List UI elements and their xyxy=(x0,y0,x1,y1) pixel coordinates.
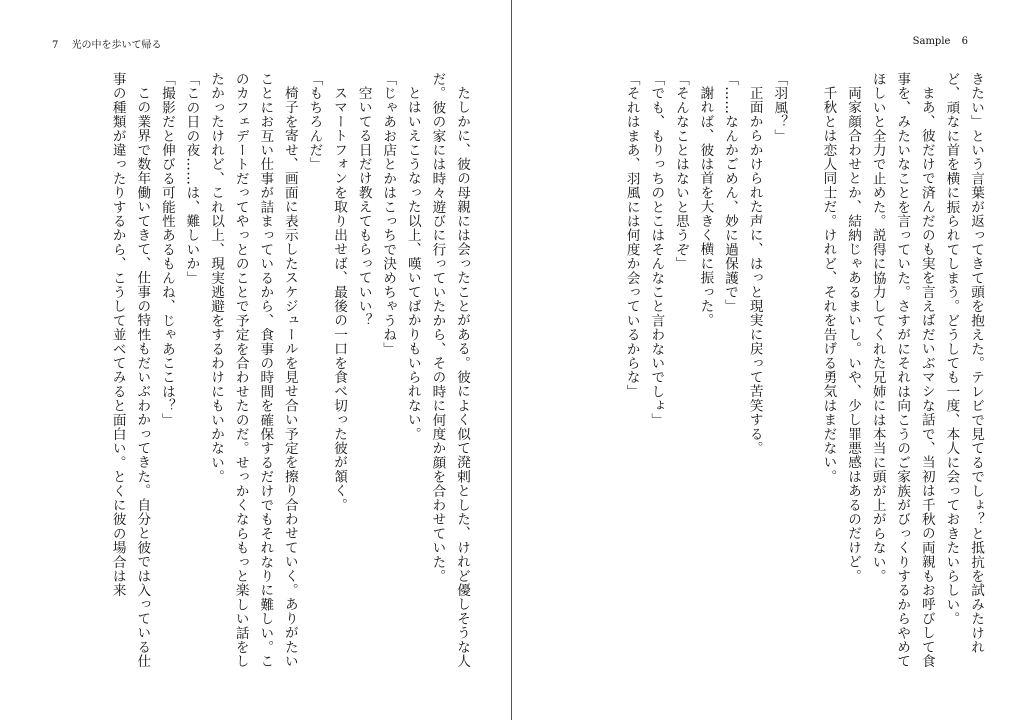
paragraph: とはいえこうなった以上、嘆いてばかりもいられない。 xyxy=(404,85,421,441)
dialogue-line: 「撮影だと伸びる可能性あるもんね、じゃあここは？」 xyxy=(158,72,175,427)
paragraph: 千秋とは恋人同士だ。けれど、それを告げる勇気はまだない。 xyxy=(820,85,837,484)
right-page xyxy=(512,0,1024,720)
right-page-body xyxy=(608,72,988,672)
left-page-number: 7 xyxy=(52,40,59,51)
paragraph: まあ、彼だけで済んだのも実を言えばだいぶマシな話で、当初は千秋の両親もお呼びして食事を、みたいなことを言っていた。さすがにそれは向こうのご家族がびっくりするからやめてほしいと全力で止めた。説得に協力してくれた兄姉には本当に頭が上がらない。 xyxy=(869,72,935,669)
paragraph: この業界で数年働いてきて、仕事の特性もだいぶわかってきた。自分と彼では入っている仕事の種類が違ったりするから、こうして並べてみると面白い。とくに彼の場合は来 xyxy=(109,72,151,668)
dialogue-line: 「でも、もりっちのとこはそんなこと言わないでしょ」 xyxy=(648,72,665,427)
left-page-header xyxy=(52,36,162,51)
paragraph: 椅子を寄せ、画面に表示したスケジュールを見せ合い予定を擦り合わせていく。ありがたいことにお互い仕事が詰まっているから、食事の時間を確保するだけでもそれなりに難しい。このカフェデートだってやっとのことで予定を合わせたのだ。せっかくならもっと楽しい話をしたかったけれど、これ以上、現実逃避をするわけにもいかない。 xyxy=(208,72,298,669)
scene-break xyxy=(791,72,816,672)
left-page-body xyxy=(24,72,474,672)
dialogue-line: 「もちろんだ」 xyxy=(306,72,323,172)
paragraph: たしかに、彼の母親には会ったことがある。彼によく似て溌剌とした、けれど優しそうな人だ。彼の家には時々遊びに行っていたから、その時に何度か顔を合わせていた。 xyxy=(429,72,470,668)
dialogue-line: 「じゃあお店とかはこっちで決めちゃうね」 xyxy=(380,72,397,356)
right-running-title: Sample xyxy=(912,36,951,47)
left-running-title: 光の中を歩いて帰る xyxy=(71,40,162,51)
paragraph: きたい」という言葉が返ってきて頭を抱えた。テレビで見てるでしょ？と抵抗を試みたけれど、頑なに首を横に振られてしまう。どうしても一度、本人に会っておきたいらしい。 xyxy=(943,72,984,655)
dialogue-line: 「この日の夜……は、難しいか」 xyxy=(183,72,200,285)
paragraph: 空いてる日だけ教えてもらっていい？ xyxy=(355,85,372,327)
dialogue-line: 「そんなことはないと思うぞ」 xyxy=(672,72,689,271)
paragraph: スマートフォンを取り出せば、最後の一口を食べ切った彼が頷く。 xyxy=(331,85,348,512)
right-page-header xyxy=(913,36,968,47)
dialogue-line: 「羽風？」 xyxy=(771,72,788,143)
paragraph: 両家顔合わせとか、結納じゃあるまいし。いや、少し罪悪感はあるのだけど。 xyxy=(845,85,862,583)
paragraph: 謝れば、彼は首を大きく横に振った。 xyxy=(697,85,714,327)
dialogue-line: 「……なんかごめん、妙に過保護で」 xyxy=(722,72,739,314)
dialogue-line: 「それはまあ、羽風には何度か会っているからな」 xyxy=(623,72,640,399)
paragraph: 正面からかけられた声に、はっと現実に戻って苦笑する。 xyxy=(746,85,763,455)
right-page-number: 6 xyxy=(961,36,968,47)
